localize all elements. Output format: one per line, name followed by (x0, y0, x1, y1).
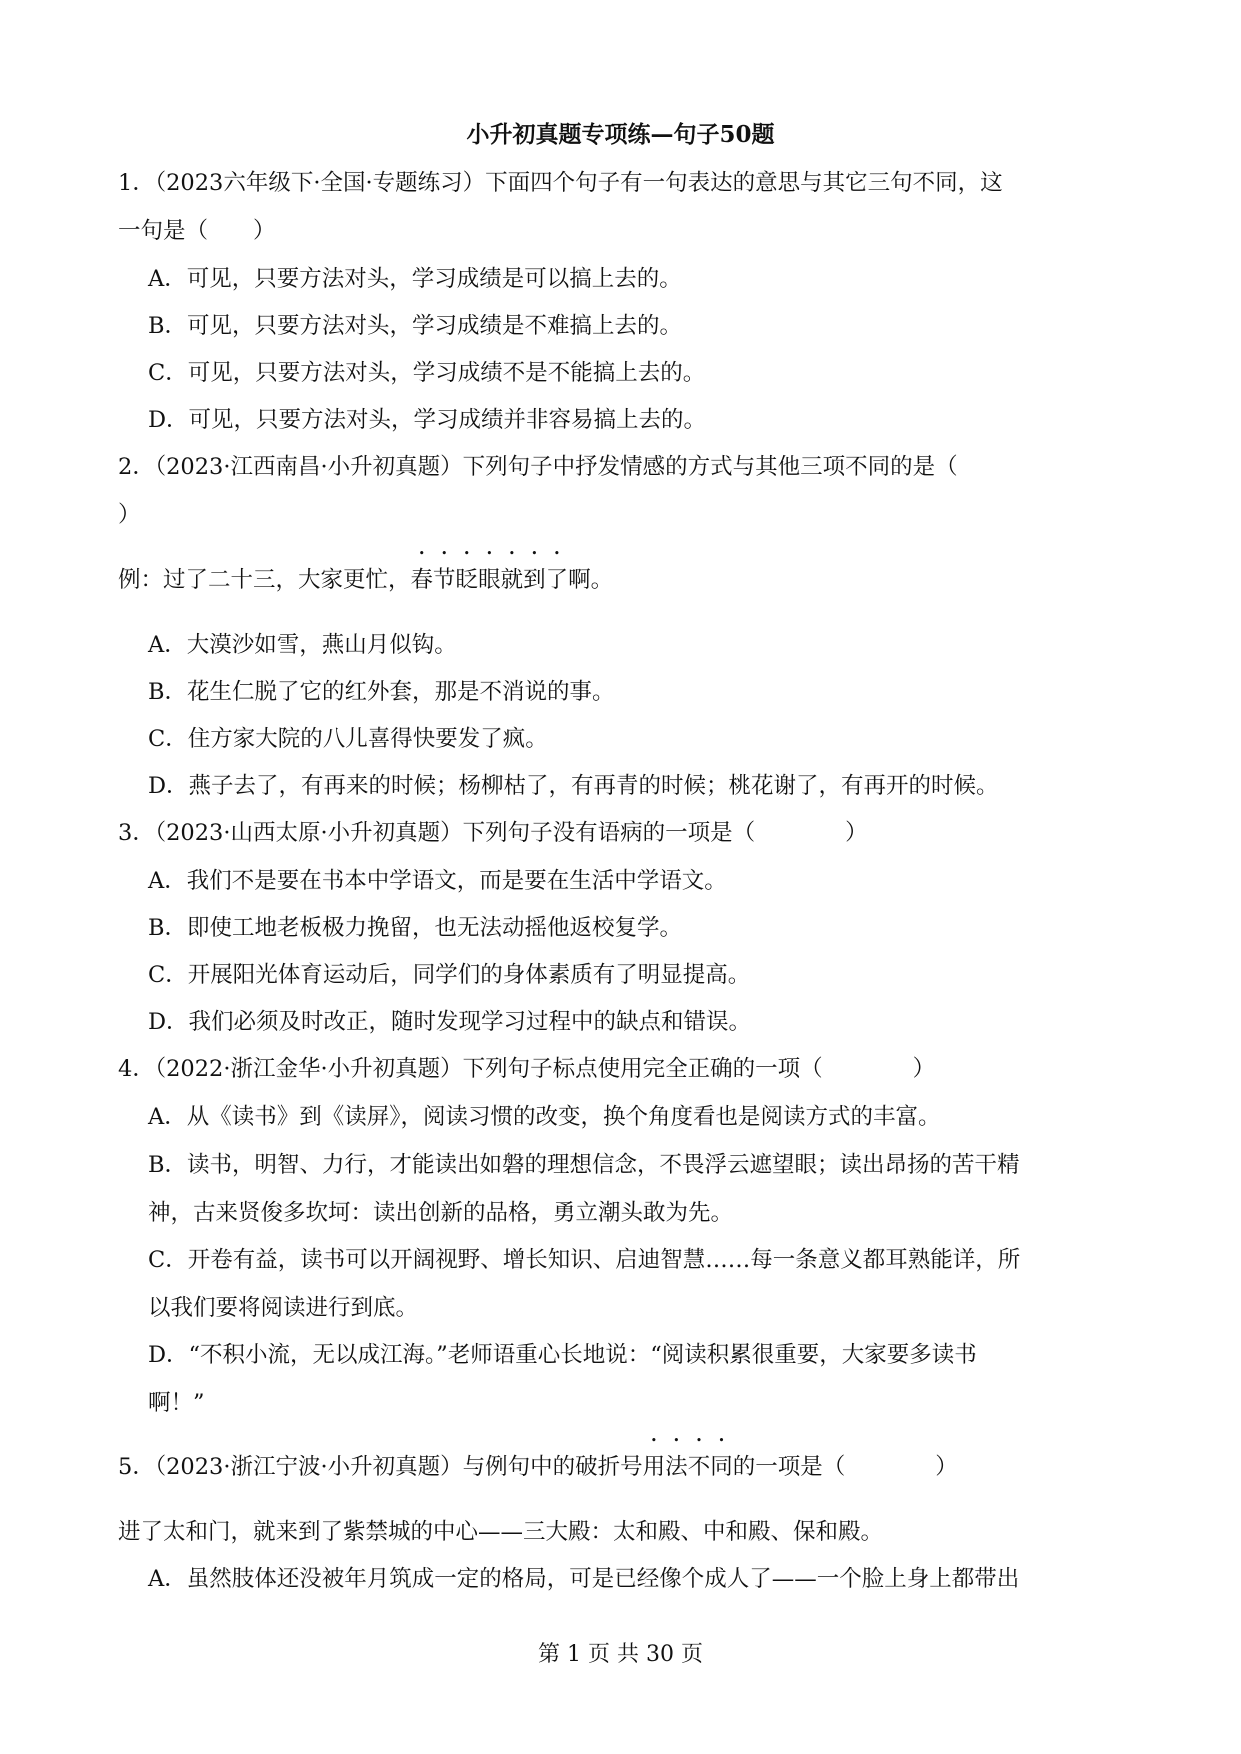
question-4-number: 4． (118, 1056, 155, 1082)
question-2-option-b: B．花生仁脱了它的红外套，那是不消说的事。 (148, 679, 615, 705)
question-4-option-d-line-2: 啊！” (148, 1390, 205, 1416)
emphasis-char: 春 (410, 567, 434, 593)
question-2-stem-line-2: ） (118, 502, 141, 528)
emphasis-char: 法 (665, 1454, 688, 1480)
question-1-stem-text: （2023六年级下·全国·专题练习）下面四个句子有一句表达的意思与其它三句不同，这 (154, 170, 1003, 196)
emphasis-char: 就 (500, 567, 524, 593)
question-4-option-b-line-2: 神，古来贤俊多坎坷：读出创新的品格，勇立潮头敢为先。 (148, 1200, 734, 1226)
page-footer: 第 1 页 共 30 页 (538, 1642, 703, 1667)
emphasis-char: 了 (545, 567, 569, 593)
question-5-example: 进了太和门，就来到了紫禁城的中心——三大殿：太和殿、中和殿、保和殿。 (118, 1519, 884, 1545)
question-3-number: 3． (118, 820, 155, 846)
question-2-example-suffix: 啊。 (568, 567, 614, 593)
page-title: 小升初真题专项练—句子50题 (466, 121, 775, 148)
question-2-option-d: D．燕子去了，有再来的时候；杨柳枯了，有再青的时候；桃花谢了，有再开的时候。 (148, 773, 999, 799)
question-2-option-a: A．大漠沙如雪，燕山月似钩。 (148, 632, 457, 658)
question-4-option-a: A．从《读书》到《读屏》，阅读习惯的改变，换个角度看也是阅读方式的丰富。 (148, 1104, 941, 1130)
question-5-option-a: A．虽然肢体还没被年月筑成一定的格局，可是已经像个成人了——一个脸上身上都带出 (148, 1566, 1020, 1592)
question-3-stem-text: （2023·山西太原·小升初真题）下列句子没有语病的一项是（ ） (154, 820, 868, 846)
question-5-stem-prefix: （2023·浙江宁波·小升初真题）与例句中的破折号 (154, 1454, 643, 1480)
question-3-stem (118, 818, 868, 848)
question-4-stem (118, 1054, 935, 1084)
emphasis-char: 到 (523, 567, 546, 593)
emphasis-char: 眼 (478, 567, 501, 593)
question-2-stem-line-1 (118, 452, 958, 482)
question-1-stem-line-1 (118, 168, 1003, 198)
question-3-option-a: A．我们不是要在书本中学语文，而是要在生活中学语文。 (148, 868, 727, 894)
question-2-example-prefix: 例：过了二十三，大家更忙， (118, 567, 411, 593)
question-1-stem-line-2: 一句是（ ） (118, 218, 276, 244)
question-1-option-b: B．可见，只要方法对头，学习成绩是不难搞上去的。 (148, 313, 683, 339)
question-2-stem-text: （2023·江西南昌·小升初真题）下列句子中抒发情感的方式与其他三项不同的是（ (154, 454, 958, 480)
question-5-number: 5． (118, 1454, 155, 1480)
question-2-number: 2． (118, 454, 155, 480)
question-1-option-d: D．可见，只要方法对头，学习成绩并非容易搞上去的。 (148, 407, 707, 433)
emphasis-char: 节 (433, 567, 456, 593)
question-5-stem (118, 1452, 958, 1482)
emphasis-char: 用 (642, 1454, 666, 1480)
question-3-option-b: B．即使工地老板极力挽留，也无法动摇他返校复学。 (148, 915, 683, 941)
question-5-stem-suffix: 的一项是（ ） (732, 1454, 958, 1480)
question-4-option-b-line-1: B．读书，明智、力行，才能读出如磐的理想信念，不畏浮云遮望眼；读出昂扬的苦干精 (148, 1152, 1020, 1178)
question-2-option-c: C．住方家大院的八儿喜得快要发了疯。 (148, 726, 548, 752)
question-1-number: 1． (118, 170, 155, 196)
emphasis-char: 不 (687, 1454, 711, 1480)
question-1-option-a: A．可见，只要方法对头，学习成绩是可以搞上去的。 (148, 266, 682, 292)
question-3-option-c: C．开展阳光体育运动后，同学们的身体素质有了明显提高。 (148, 962, 751, 988)
question-4-option-c-line-2: 以我们要将阅读进行到底。 (148, 1295, 419, 1321)
emphasis-char: 眨 (455, 567, 479, 593)
emphasis-char: 同 (710, 1454, 733, 1480)
question-4-stem-text: （2022·浙江金华·小升初真题）下列句子标点使用完全正确的一项（ ） (154, 1056, 936, 1082)
question-3-option-d: D．我们必须及时改正，随时发现学习过程中的缺点和错误。 (148, 1009, 752, 1035)
question-2-example (118, 565, 613, 595)
question-4-option-c-line-1: C．开卷有益，读书可以开阔视野、增长知识、启迪智慧……每一条意义都耳熟能详，所 (148, 1247, 1021, 1273)
question-4-option-d-line-1: D．“不积小流，无以成江海。”老师语重心长地说：“阅读积累很重要，大家要多读书 (148, 1342, 977, 1368)
question-1-option-c: C．可见，只要方法对头，学习成绩不是不能搞上去的。 (148, 360, 706, 386)
